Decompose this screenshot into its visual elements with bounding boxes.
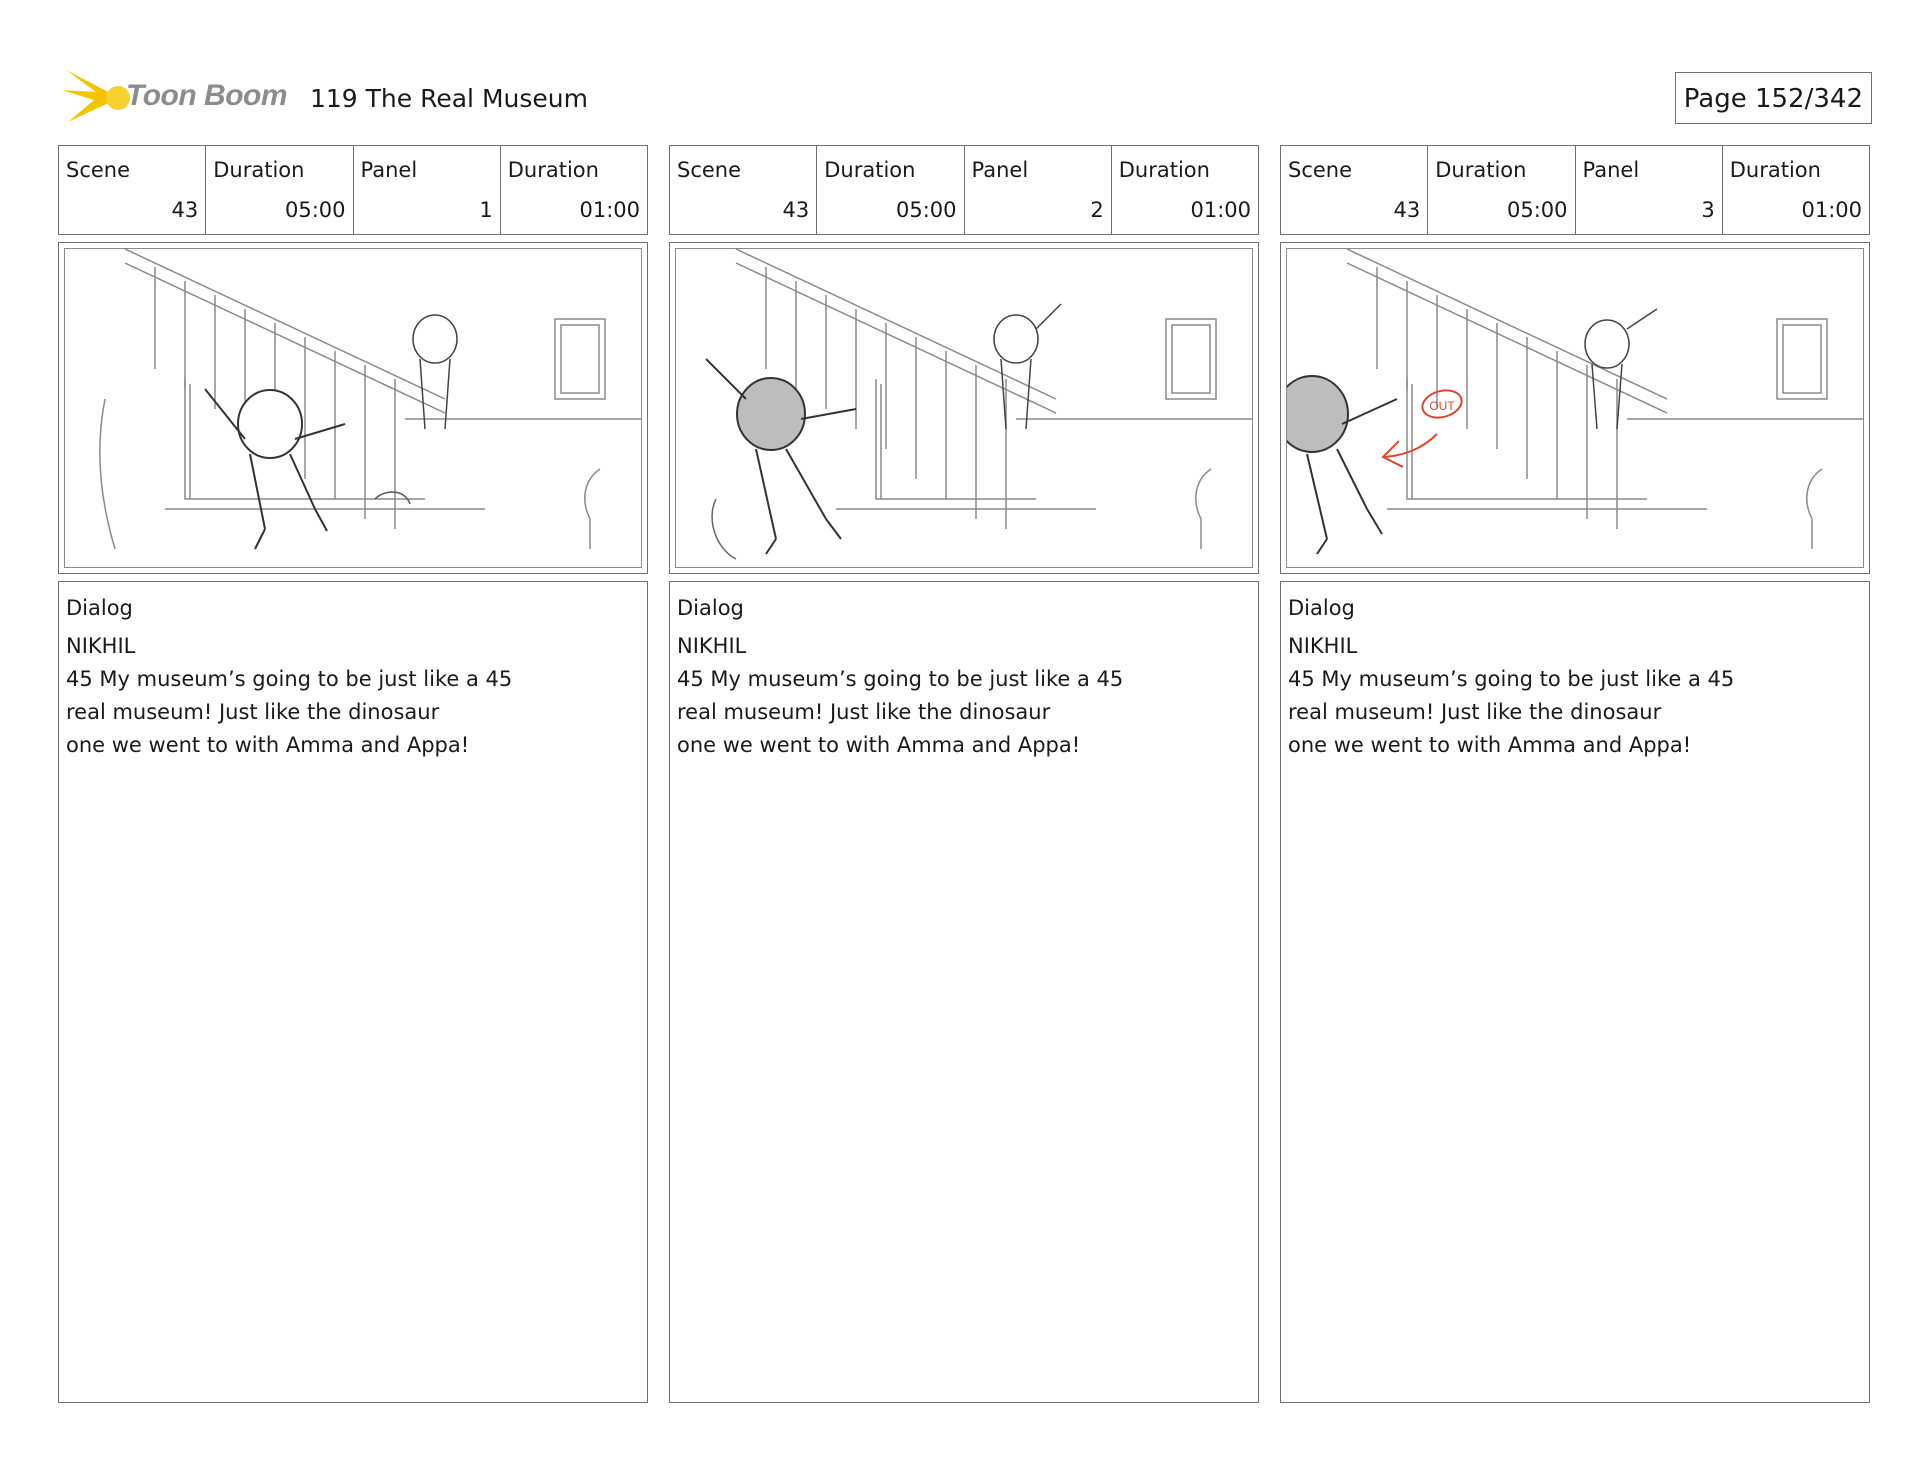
panel-value: 2 bbox=[1090, 198, 1104, 222]
dialog-line: real museum! Just like the dinosaur bbox=[1288, 700, 1662, 724]
panel-label: Panel bbox=[360, 158, 418, 182]
panel-duration-cell bbox=[1722, 146, 1869, 234]
dialog-box bbox=[58, 581, 648, 1403]
toon-boom-logo bbox=[62, 64, 292, 128]
panel-cell bbox=[964, 146, 1111, 234]
panel-duration-value: 01:00 bbox=[1190, 198, 1251, 222]
scene-value: 43 bbox=[1393, 198, 1421, 222]
scene-label: Scene bbox=[66, 158, 131, 182]
scene-duration-value: 05:00 bbox=[1506, 198, 1568, 222]
scene-label: Scene bbox=[1288, 158, 1353, 182]
storyboard-sketch bbox=[1286, 248, 1864, 568]
duration-label: Duration bbox=[507, 158, 599, 182]
panel-cell bbox=[353, 146, 500, 234]
speaker-name: NIKHIL bbox=[66, 634, 136, 658]
storyboard-panel-2 bbox=[669, 145, 1259, 1403]
panel-label: Panel bbox=[1582, 158, 1640, 182]
scene-value: 43 bbox=[782, 198, 810, 222]
dialog-line: one we went to with Amma and Appa! bbox=[1288, 733, 1692, 757]
panel-info-row bbox=[669, 145, 1259, 235]
dialog-line: 45 My museum’s going to be just like a 45 bbox=[1288, 667, 1735, 691]
duration-label: Duration bbox=[213, 158, 305, 182]
panel-duration-cell bbox=[500, 146, 647, 234]
scene-duration-value: 05:00 bbox=[895, 198, 957, 222]
storyboard-sketch bbox=[675, 248, 1253, 568]
dialog-box bbox=[669, 581, 1259, 1403]
scene-label: Scene bbox=[677, 158, 742, 182]
speaker-name: NIKHIL bbox=[677, 634, 747, 658]
panel-image-frame bbox=[58, 242, 648, 574]
duration-label: Duration bbox=[1729, 158, 1821, 182]
dialog-line: 45 My museum’s going to be just like a 45 bbox=[66, 667, 513, 691]
logo-text: Toon Boom bbox=[126, 79, 288, 112]
dialog-line: real museum! Just like the dinosaur bbox=[677, 700, 1051, 724]
scene-duration-cell bbox=[205, 146, 352, 234]
scene-duration-value: 05:00 bbox=[284, 198, 346, 222]
panel-value: 1 bbox=[479, 198, 493, 222]
dialog-line: one we went to with Amma and Appa! bbox=[677, 733, 1081, 757]
panel-duration-value: 01:00 bbox=[579, 198, 640, 222]
scene-cell bbox=[670, 146, 816, 234]
document-title: 119 The Real Museum bbox=[310, 84, 588, 113]
dialog-line: real museum! Just like the dinosaur bbox=[66, 700, 440, 724]
scene-duration-cell bbox=[816, 146, 963, 234]
storyboard-sketch bbox=[64, 248, 642, 568]
scene-cell bbox=[59, 146, 205, 234]
dialog-box bbox=[1280, 581, 1870, 1403]
scene-cell bbox=[1281, 146, 1427, 234]
panel-value: 3 bbox=[1701, 198, 1715, 222]
scene-value: 43 bbox=[171, 198, 199, 222]
panel-cell bbox=[1575, 146, 1722, 234]
panel-image-frame bbox=[669, 242, 1259, 574]
storyboard-panel-3 bbox=[1280, 145, 1870, 1403]
direction-arrow-annotation bbox=[1287, 249, 1863, 567]
page-header bbox=[62, 62, 1872, 132]
scene-duration-cell bbox=[1427, 146, 1574, 234]
dialog-label: Dialog bbox=[66, 596, 133, 620]
duration-label: Duration bbox=[1118, 158, 1210, 182]
duration-label: Duration bbox=[824, 158, 916, 182]
panel-label: Panel bbox=[971, 158, 1029, 182]
panel-duration-value: 01:00 bbox=[1801, 198, 1862, 222]
panel-image-frame bbox=[1280, 242, 1870, 574]
panel-info-row bbox=[1280, 145, 1870, 235]
dialog-line: one we went to with Amma and Appa! bbox=[66, 733, 470, 757]
panel-info-row bbox=[58, 145, 648, 235]
annotation-label: OUT bbox=[1429, 399, 1455, 413]
dialog-line: 45 My museum’s going to be just like a 45 bbox=[677, 667, 1124, 691]
dialog-label: Dialog bbox=[1288, 596, 1355, 620]
speaker-name: NIKHIL bbox=[1288, 634, 1358, 658]
panel-duration-cell bbox=[1111, 146, 1258, 234]
dialog-label: Dialog bbox=[677, 596, 744, 620]
starburst-icon bbox=[62, 64, 132, 128]
page-number: Page 152/342 bbox=[1675, 72, 1872, 124]
duration-label: Duration bbox=[1435, 158, 1527, 182]
storyboard-panel-1 bbox=[58, 145, 648, 1403]
